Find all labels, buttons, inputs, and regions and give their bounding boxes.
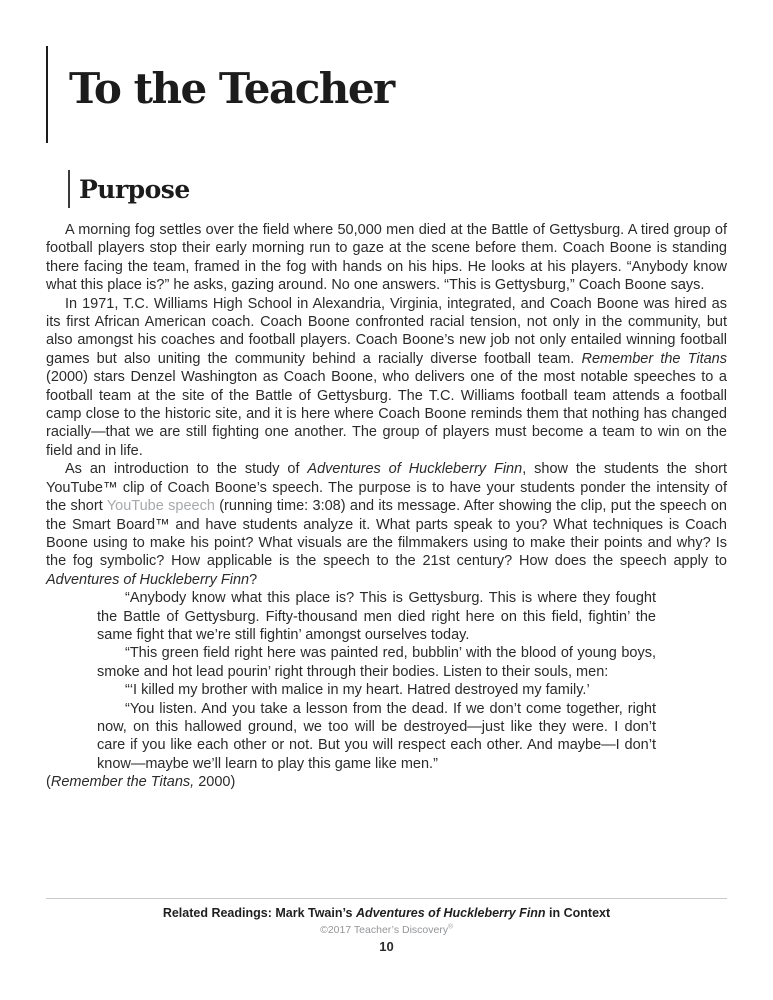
title-accent-bar <box>46 46 48 143</box>
text-segment: Remember the Titans <box>581 350 727 367</box>
document-title-block <box>46 46 727 143</box>
page-footer <box>46 898 727 955</box>
text-segment: Related Readings: Mark Twain’s <box>162 906 356 920</box>
youtube-speech-link[interactable]: YouTube speech <box>106 498 215 515</box>
text-segment: “‘I killed my brother with malice in my heart. Hatred destroyed my family.’ <box>125 682 590 699</box>
quote-paragraph <box>97 700 656 774</box>
page-title: To the Teacher <box>69 64 394 113</box>
paragraph <box>46 460 727 589</box>
text-segment: ® <box>448 923 453 931</box>
text-segment: 2000) <box>194 774 236 791</box>
footer-related-readings <box>46 905 727 921</box>
text-segment: “Anybody know what this place is? This is Gettysburg. This is where they fought the Battle of Gettysburg. Fifty-thousand men died right here on this field, fightin’ the same fight that we’re still fightin’ amongst ourselves today. <box>97 590 656 643</box>
section-heading-block <box>68 170 727 208</box>
text-segment: ©2017 Teacher’s Discovery <box>320 924 449 936</box>
page-content <box>46 0 727 792</box>
text-segment: “This green field right here was painted red, bubblin’ with the blood of young boys, smoke and hot lead pourin’ right through their bodies. Listen to their souls, men: <box>97 645 656 680</box>
footer-rule <box>46 898 727 899</box>
text-segment: Adventures of Huckleberry Finn <box>307 461 523 478</box>
text-segment: ? <box>249 571 258 588</box>
text-segment: “You listen. And you take a lesson from the dead. If we don’t come together, right now, on this hallowed ground, we too will be destroyed—just like they were. I don’t care if you like each other or not. But you will respect each other. And maybe—I don’t know—maybe we’ll learn to play this game like men.” <box>97 700 656 772</box>
paragraph <box>46 295 727 461</box>
text-segment: Adventures of Huckleberry Finn <box>46 571 250 588</box>
body-text <box>46 221 727 792</box>
quote-paragraph <box>97 644 656 681</box>
quote-paragraph <box>97 681 656 699</box>
text-segment: In 1971, T.C. Williams High School in Alexandria, Virginia, integrated, and Coach Boone was hired as its first African American coach. Coach Boone confronted racial tension, not only in the community, but also amongst his coaches and football players. Coach Boone’s new job not only entailed winning football games but also uniting the community behind a racially diverse football team. <box>46 295 727 367</box>
text-segment: Adventures of Huckleberry Finn <box>355 906 546 920</box>
footer-copyright <box>46 923 727 937</box>
text-segment: As an introduction to the study of <box>65 461 308 478</box>
text-segment: (2000) stars Denzel Washington as Coach Boone, who delivers one of the most notable speeches to a football team at the site of the Battle of Gettysburg. The T.C. Williams football team attends a football camp close to the historic site, and it is here where Coach Boone reminds them that nothing has changed racially—that we are still fighting one another. The group of players must become a team to win on the field and in life. <box>46 369 727 459</box>
text-segment: , show the students the short YouTube™ clip of Coach Boone’s speech. The purpose is to have your students ponder the intensity of the short <box>46 461 728 515</box>
quote-paragraph <box>97 589 656 644</box>
quote-attribution <box>46 773 727 791</box>
section-title: Purpose <box>79 174 190 204</box>
paragraph <box>46 221 727 295</box>
text-segment: in Context <box>545 906 611 920</box>
text-segment: (running time: 3:08) and its message. After showing the clip, put the speech on the Smart Board™ and have students analyze it. What parts speak to you? What techniques is Coach Boone using to make his point? What visuals are the filmmakers using to make their points and why? Is the fog symbolic? How applicable is the speech to the 21st century? How does the speech apply to <box>46 498 727 570</box>
text-segment: A morning fog settles over the field where 50,000 men died at the Battle of Gettysburg. A tired group of football players stop their early morning run to gaze at the scene before them. Coach Boone is standing there facing the team, framed in the fog with hands on his hips. He looks at his players. “Anybody know what this place is?” he asks, gazing around. No one answers. “This is Gettysburg,” Coach Boone says. <box>46 222 727 294</box>
page-number: 10 <box>379 939 394 954</box>
text-segment: ( <box>46 774 51 791</box>
speech-quote <box>97 589 656 773</box>
text-segment: Remember the Titans, <box>50 774 195 791</box>
